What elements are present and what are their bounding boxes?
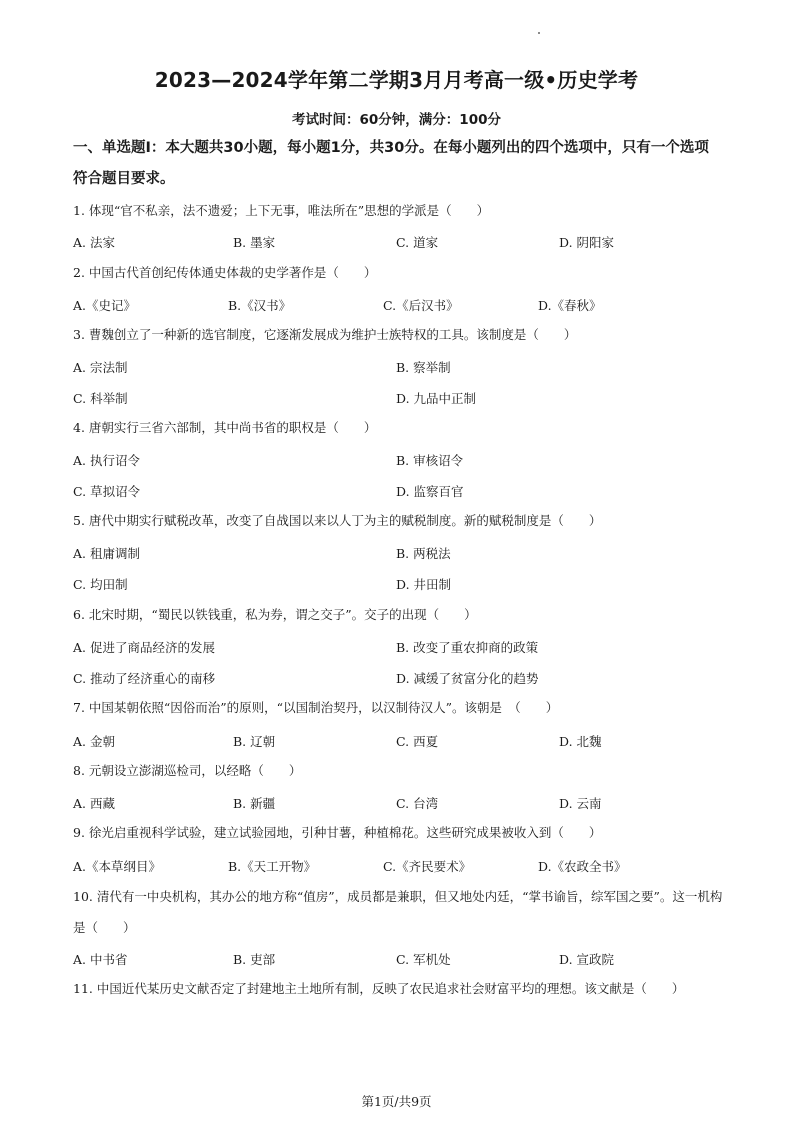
option-b: B. 两税法 xyxy=(396,546,451,561)
option-a: A. 宗法制 xyxy=(73,360,128,375)
option-a: A. 促进了商品经济的发展 xyxy=(73,640,215,655)
question-4: 4. 唐朝实行三省六部制，其中尚书省的职权是（ ） xyxy=(73,420,377,435)
option-a: A. 西藏 xyxy=(73,796,115,811)
option-c: C. 科举制 xyxy=(73,391,128,406)
question-6-options-row2 xyxy=(73,669,733,685)
option-b: B.《天工开物》 xyxy=(228,859,317,874)
option-b: B. 察举制 xyxy=(396,360,451,375)
option-b: B. 辽朝 xyxy=(233,734,276,749)
option-a: A. 法家 xyxy=(73,235,115,250)
question-5-options-row1 xyxy=(73,544,733,560)
question-1: 1. 体现“官不私亲，法不遗爱；上下无事，唯法所在”思想的学派是（ ） xyxy=(73,203,490,218)
option-d: D. 云南 xyxy=(559,796,602,811)
option-d: D. 九品中正制 xyxy=(396,391,477,406)
option-b: B. 审核诏令 xyxy=(396,453,464,468)
question-9-options xyxy=(73,857,733,873)
option-b: B. 吏部 xyxy=(233,952,276,967)
option-a: A.《史记》 xyxy=(73,298,137,313)
question-6-options-row1 xyxy=(73,638,733,654)
question-1-options xyxy=(73,233,733,249)
question-7: 7. 中国某朝依照“因俗而治”的原则，“以国制治契丹，以汉制待汉人”。该朝是 （ ） xyxy=(73,700,559,715)
question-2: 2. 中国古代首创纪传体通史体裁的史学著作是（ ） xyxy=(73,265,377,280)
option-c: C.《齐民要术》 xyxy=(383,859,472,874)
question-5: 5. 唐代中期实行赋税改革，改变了自战国以来以人丁为主的赋税制度。新的赋税制度是（ ） xyxy=(73,513,602,528)
section-heading: 一、单选题I：本大题共30小题，每小题1分，共30分。在每小题列出的四个选项中，只有一个选项符合题目要求。 xyxy=(73,140,709,187)
page-title: 2023—2024学年第二学期3月月考高一级•历史学考 xyxy=(154,68,639,92)
option-b: B. 改变了重农抑商的政策 xyxy=(396,640,539,655)
option-c: C. 台湾 xyxy=(396,796,439,811)
question-3: 3. 曹魏创立了一种新的选官制度，它逐渐发展成为维护士族特权的工具。该制度是（ ） xyxy=(73,327,577,342)
question-2-options xyxy=(73,296,733,312)
option-d: D. 阴阳家 xyxy=(559,235,615,250)
question-11: 11. 中国近代某历史文献否定了封建地主土地所有制，反映了农民追求社会财富平均的理想。该文献是（ ） xyxy=(73,981,685,996)
option-d: D. 减缓了贫富分化的趋势 xyxy=(396,671,539,686)
question-9: 9. 徐光启重视科学试验，建立试验园地，引种甘薯，种植棉花。这些研究成果被收入到（ ） xyxy=(73,825,602,840)
option-c: C. 草拟诏令 xyxy=(73,484,141,499)
question-5-options-row2 xyxy=(73,575,733,591)
option-b: B.《汉书》 xyxy=(228,298,292,313)
question-6: 6. 北宋时期，“蜀民以铁钱重，私为券，谓之交子”。交子的出现（ ） xyxy=(73,607,477,622)
option-a: A. 中书省 xyxy=(73,952,128,967)
question-4-options-row1 xyxy=(73,451,733,467)
option-d: D.《春秋》 xyxy=(538,298,602,313)
question-8-options xyxy=(73,794,733,810)
option-c: C.《后汉书》 xyxy=(383,298,459,313)
question-10-options xyxy=(73,950,733,966)
scan-speck xyxy=(538,32,540,34)
page-number: 第1页/共9页 xyxy=(361,1094,432,1109)
option-c: C. 西夏 xyxy=(396,734,439,749)
option-a: A.《本草纲目》 xyxy=(73,859,162,874)
question-7-options xyxy=(73,732,733,748)
exam-time-info: 考试时间：60分钟，满分：100分 xyxy=(292,112,501,128)
option-c: C. 军机处 xyxy=(396,952,451,967)
option-a: A. 金朝 xyxy=(73,734,115,749)
question-3-options-row1 xyxy=(73,358,733,374)
option-d: D. 井田制 xyxy=(396,577,452,592)
question-10: 10. 清代有一中央机构，其办公的地方称“值房”，成员都是兼职，但又地处内廷，“掌书谕旨，综军国之要”。这一机构是（ ） xyxy=(73,889,723,935)
question-3-options-row2 xyxy=(73,389,733,405)
option-b: B. 墨家 xyxy=(233,235,276,250)
option-d: D. 监察百官 xyxy=(396,484,464,499)
option-c: C. 推动了经济重心的南移 xyxy=(73,671,216,686)
question-4-options-row2 xyxy=(73,482,733,498)
option-d: D. 北魏 xyxy=(559,734,602,749)
option-b: B. 新疆 xyxy=(233,796,276,811)
option-a: A. 执行诏令 xyxy=(73,453,140,468)
option-c: C. 道家 xyxy=(396,235,439,250)
option-d: D.《农政全书》 xyxy=(538,859,627,874)
question-8: 8. 元朝设立澎湖巡检司，以经略（ ） xyxy=(73,763,302,778)
option-c: C. 均田制 xyxy=(73,577,128,592)
option-d: D. 宣政院 xyxy=(559,952,615,967)
option-a: A. 租庸调制 xyxy=(73,546,140,561)
